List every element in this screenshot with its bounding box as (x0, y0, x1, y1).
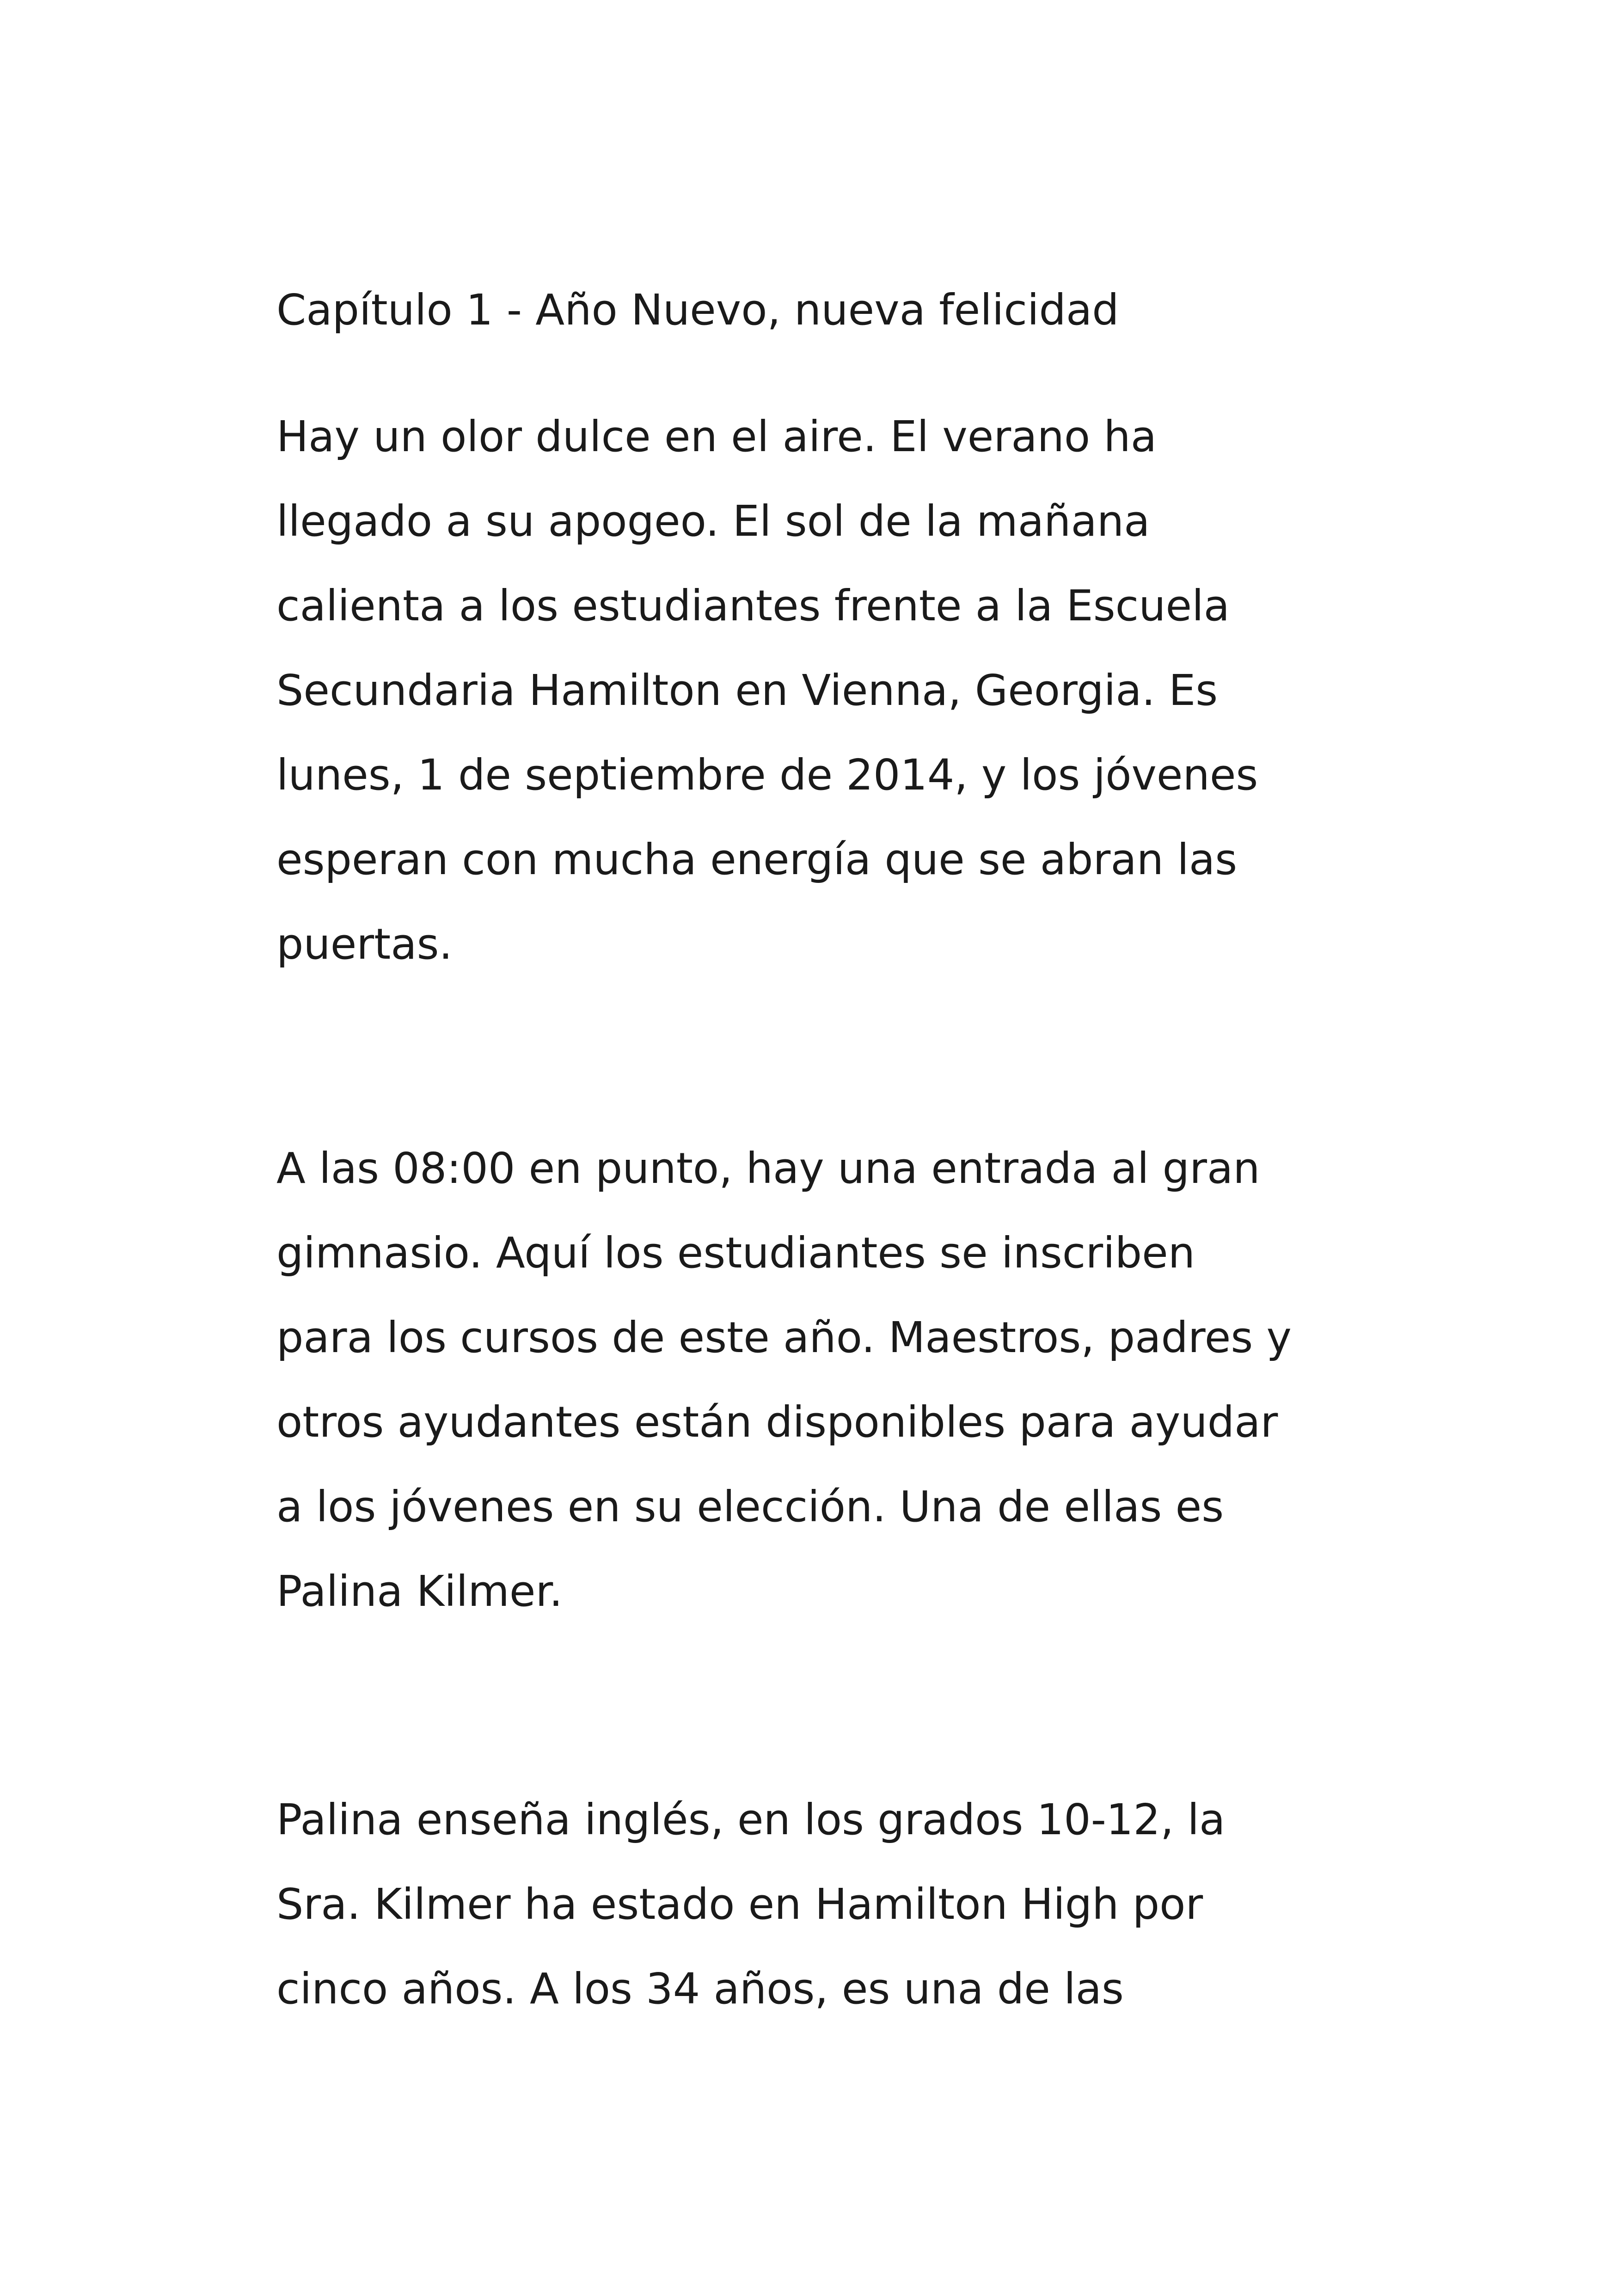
paragraph-line: llegado a su apogeo. El sol de la mañana (276, 496, 1150, 546)
paragraph-line: a los jóvenes en su elección. Una de ellas es (276, 1482, 1224, 1531)
paragraph-line: Palina enseña inglés, en los grados 10-12, la (276, 1795, 1226, 1844)
paragraph-line: gimnasio. Aquí los estudiantes se inscriben (276, 1228, 1195, 1278)
paragraph-line: cinco años. A los 34 años, es una de las (276, 1964, 1124, 2014)
paragraph-line: puertas. (276, 919, 453, 969)
paragraph-line: para los cursos de este año. Maestros, padres y (276, 1313, 1292, 1362)
paragraph-1 (276, 394, 1386, 986)
paragraph-line: esperan con mucha energía que se abran las (276, 835, 1238, 884)
paragraph-3 (276, 1777, 1386, 2031)
paragraph-line: calienta a los estudiantes frente a la Escuela (276, 581, 1230, 631)
paragraph-2 (276, 1126, 1386, 1634)
paragraph-line: lunes, 1 de septiembre de 2014, y los jóvenes (276, 750, 1258, 800)
paragraph-line: Secundaria Hamilton en Vienna, Georgia. Es (276, 666, 1218, 715)
paragraph-line: Sra. Kilmer ha estado en Hamilton High por (276, 1880, 1203, 1929)
chapter-title: Capítulo 1 - Año Nuevo, nueva felicidad (276, 285, 1119, 335)
paragraph-line: otros ayudantes están disponibles para ayudar (276, 1397, 1278, 1447)
paragraph-line: Palina Kilmer. (276, 1567, 563, 1616)
paragraph-line: A las 08:00 en punto, hay una entrada al gran (276, 1144, 1260, 1193)
paragraph-line: Hay un olor dulce en el aire. El verano ha (276, 412, 1157, 461)
